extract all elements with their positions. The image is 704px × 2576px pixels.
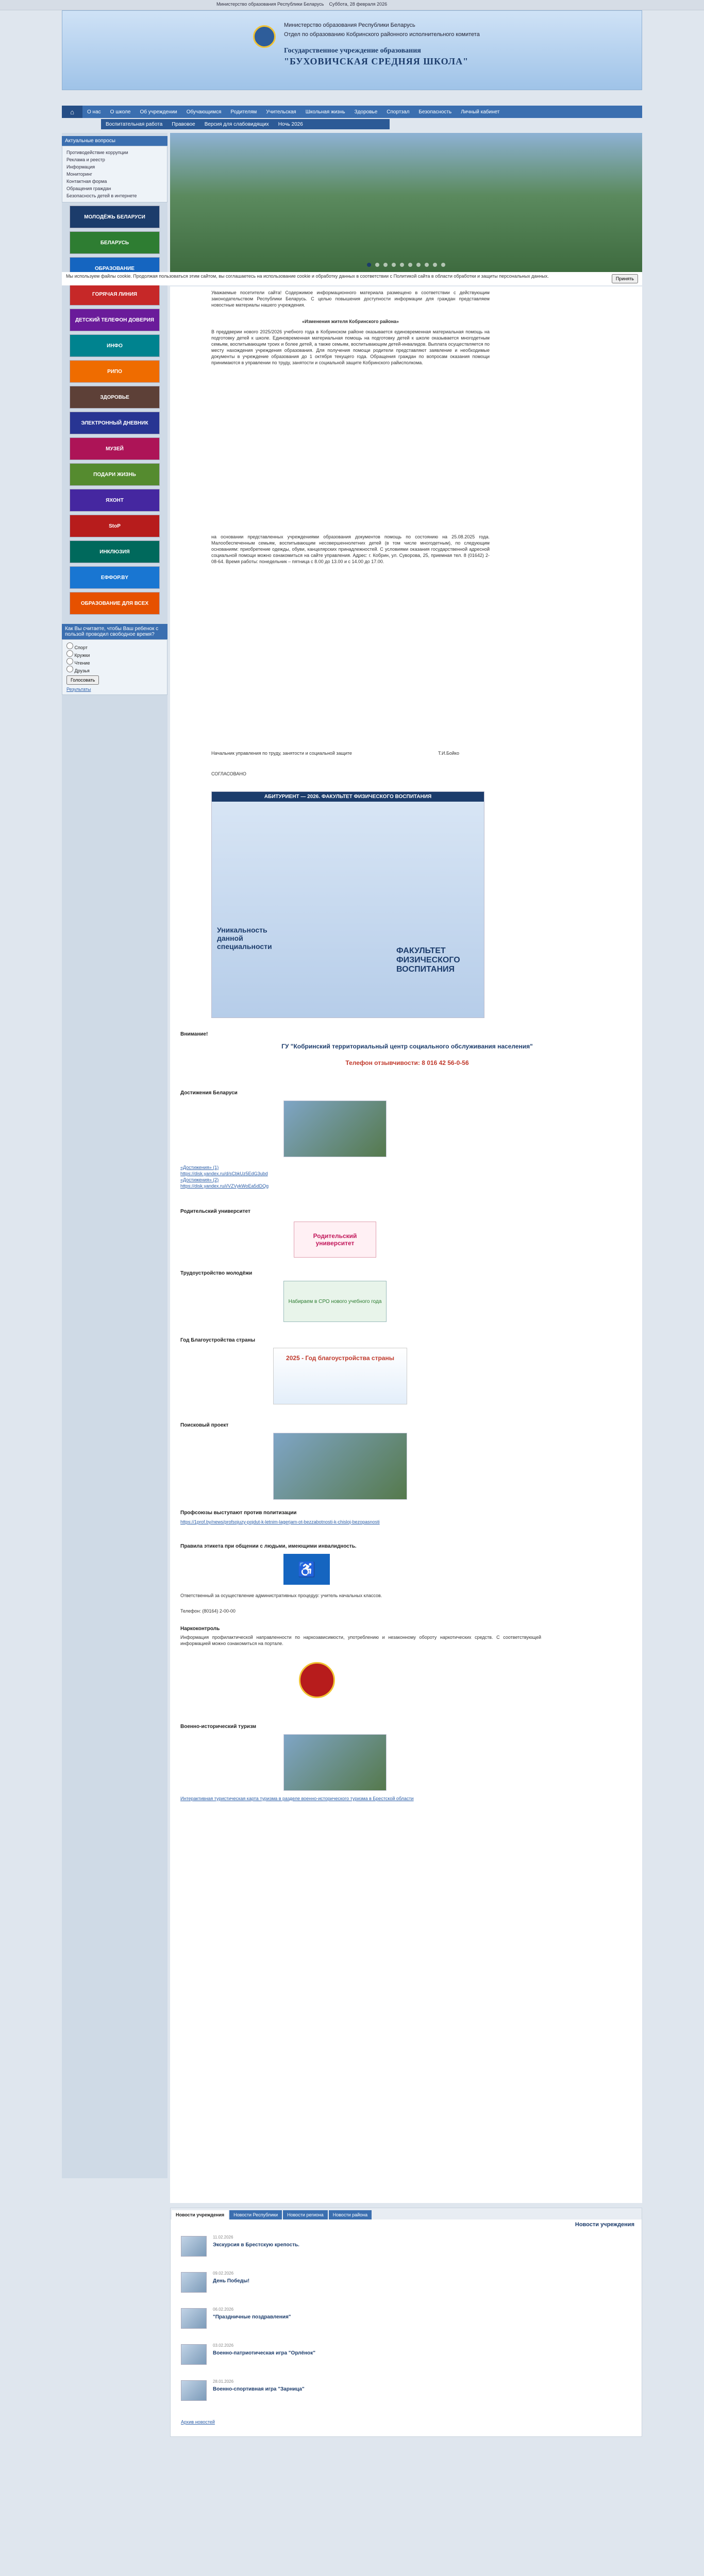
sidebar-banner[interactable]: БЕЛАРУСЬ xyxy=(70,231,160,254)
news-item[interactable] xyxy=(181,2234,629,2264)
header-ministry: Министерство образования Республики Беларусь xyxy=(284,22,415,28)
achievements-link[interactable]: «Достижения» (2) xyxy=(180,1177,219,1182)
sidebar-banner[interactable]: ГОРЯЧАЯ ЛИНИЯ xyxy=(70,283,160,306)
news-thumb xyxy=(181,2308,207,2329)
poll-option[interactable] xyxy=(66,642,163,650)
rules-text: Ответственный за осуществление административных процедур: учитель начальных классов. xyxy=(180,1593,382,1598)
slider-dot[interactable] xyxy=(392,263,396,267)
support-heading: «Изменения жителя Кобринского района» xyxy=(302,319,399,324)
poster-title: АБИТУРИЕНТ — 2026. ФАКУЛЬТЕТ ФИЗИЧЕСКОГО ВОСПИТАНИЯ xyxy=(212,792,484,802)
header-kind: Государственное учреждение образования xyxy=(284,47,421,55)
sidebar-banner[interactable]: ИНФО xyxy=(70,334,160,357)
content-area xyxy=(170,286,642,2203)
sidebar-banner[interactable]: ДЕТСКИЙ ТЕЛЕФОН ДОВЕРИЯ xyxy=(70,309,160,331)
sidebar-banner[interactable]: ЭЛЕКТРОННЫЙ ДНЕВНИК xyxy=(70,412,160,434)
top-bar xyxy=(0,0,704,10)
poll-option-label: Чтение xyxy=(74,660,90,666)
poll-option[interactable] xyxy=(66,650,163,658)
slider-dot[interactable] xyxy=(433,263,437,267)
poll-option-label: Спорт xyxy=(74,645,88,650)
sidebar-item[interactable]: Информация xyxy=(66,164,95,170)
narco-text: Информация профилактической направленности по наркозависимости, употреблению и незаконному обороту наркотических средств. С соответствующей информацией можно ознакомиться на портале. xyxy=(180,1635,541,1646)
search-title: Поисковый проект xyxy=(180,1422,229,1428)
home-icon[interactable]: ⌂ xyxy=(62,106,82,118)
attention-label: Внимание! xyxy=(180,1031,208,1037)
sub-nav xyxy=(101,119,390,129)
agreed-label: СОГЛАСОВАНО xyxy=(211,771,246,776)
slider-dot[interactable] xyxy=(441,263,445,267)
news-tab[interactable]: Новости учреждения xyxy=(172,2210,228,2219)
slider-dot[interactable] xyxy=(425,263,429,267)
sidebar-banner[interactable]: StoP xyxy=(70,515,160,537)
military-link[interactable]: Интерактивная туристическая карта туризма в разделе военно-исторического туризма в Брестской области xyxy=(180,1796,414,1801)
nav-item[interactable]: Спортзал xyxy=(387,109,410,115)
news-item[interactable] xyxy=(181,2342,629,2372)
achievements-link[interactable]: https://disk.yandex.ru/d/sCbkUz5EdG3ubd xyxy=(180,1171,268,1176)
slider-dots xyxy=(170,263,642,267)
slider-dot[interactable] xyxy=(416,263,421,267)
nav-item[interactable]: Личный кабинет xyxy=(461,109,500,115)
sign-left: Начальник управления по труду, занятости и социальной защите xyxy=(211,751,352,756)
achievements-photo[interactable] xyxy=(283,1100,387,1157)
sidebar-item[interactable]: Обращения граждан xyxy=(66,186,111,191)
sidebar-item[interactable]: Реклама и реестр xyxy=(66,157,105,162)
site-header xyxy=(62,10,642,90)
news-title[interactable]: Военно-спортивная игра "Зарница" xyxy=(213,2386,305,2392)
news-item[interactable] xyxy=(181,2378,629,2408)
sign-right: Т.И.Бойко xyxy=(438,751,459,756)
narco-title: Наркоконтроль xyxy=(180,1626,220,1632)
sidebar-item[interactable]: Противодействие коррупции xyxy=(66,150,128,155)
vote-button[interactable]: Голосовать xyxy=(66,675,99,685)
news-archive-link[interactable]: Архив новостей xyxy=(181,2419,215,2425)
cookie-notice xyxy=(62,272,642,285)
news-date: 03.02.2026 xyxy=(213,2343,234,2348)
news-tab[interactable]: Новости Республики xyxy=(229,2210,282,2219)
subnav-item[interactable]: Версия для слабовидящих xyxy=(204,121,269,127)
sidebar-banner[interactable]: ОБРАЗОВАНИЕ ДЛЯ ВСЕХ xyxy=(70,592,160,615)
slider-dot[interactable] xyxy=(383,263,388,267)
news-title[interactable]: "Праздничные поздравления" xyxy=(213,2314,291,2320)
sidebar-banner[interactable]: ПОДАРИ ЖИЗНЬ xyxy=(70,463,160,486)
sidebar-banner[interactable]: ЕФФОР.BY xyxy=(70,566,160,589)
year-banner[interactable]: 2025 - Год благоустройства страны xyxy=(273,1348,407,1404)
doc-text-2: на основании представленных учреждениями образования документов помощь по состоянию на 25.08.2025 года. Малообеспеченным семьям, воспитывающим несовершеннолетних детей (в том числе многодетным), по следующим основаниям: приобретение одежды, обуви, канцелярских принадлежностей. С условиями оказания государственной адресной социальной помощи можно ознакомиться на сайте управления. Адрес: г. Кобрин, ул. Суворова, 25, приемная тел. 8 (01642) 2-08-64. Время работы: понедельник – пятница с 8.00 до 13.00 и с 14.00 до 17.00. xyxy=(211,534,490,564)
slider-dot[interactable] xyxy=(375,263,379,267)
poster-right: ФАКУЛЬТЕТ ФИЗИЧЕСКОГО ВОСПИТАНИЯ xyxy=(396,946,460,974)
news-date: 06.02.2026 xyxy=(213,2307,234,2312)
doc-text-1: В преддверии нового 2025/2026 учебного года в Кобринском районе оказывается единовременная материальная помощь на подготовку детей к школе. Единовременная материальная помощь на подготовку детей к школе оказывается многодетным семьям, воспитывающим троих и более детей, а также семьям, воспитывающим детей-инвалидов. Выплата осуществляется по месту нахождения учреждения образования. Для получения помощи родители представляют заявление и необходимые документы в учреждение образования до 1 октября текущего года. Обращения граждан по вопросам оказания помощи принимаются в управлении по труду, занятости и социальной защите Кобринского райисполкома. xyxy=(211,329,490,365)
sidebar-menu-title: Актуальные вопросы xyxy=(62,136,167,146)
subnav-item[interactable]: Воспитательная работа xyxy=(106,121,163,127)
news-item[interactable] xyxy=(181,2306,629,2336)
cookie-accept-button[interactable]: Принять xyxy=(612,274,638,283)
poster-sub: Уникальность данной специальности xyxy=(217,926,272,951)
sidebar-menu xyxy=(62,146,167,202)
nav-item[interactable]: Об учреждении xyxy=(140,109,177,115)
main-column xyxy=(170,133,642,272)
news-right-title: Новости учреждения xyxy=(575,2222,634,2228)
pedestrian-sign-icon[interactable]: ♿ xyxy=(283,1554,330,1585)
poll-option[interactable] xyxy=(66,666,163,673)
intro-text: Уважаемые посетители сайта! Содержимое информационного материала размещено в соответствии с действующим законодательством Республики Беларусь. С целью повышения доступности информации для граждан представляем новостные материалы нашего учреждения. xyxy=(211,290,490,308)
nav-item[interactable]: Родителям xyxy=(230,109,257,115)
military-title: Военно-исторический туризм xyxy=(180,1724,257,1730)
news-tab[interactable]: Новости района xyxy=(329,2210,372,2219)
news-date: 09.02.2026 xyxy=(213,2271,234,2276)
narcocontrol-emblem-icon[interactable] xyxy=(299,1662,335,1698)
sidebar-banner[interactable]: ИНКЛЮЗИЯ xyxy=(70,540,160,563)
slider-dot[interactable] xyxy=(400,263,404,267)
sidebar-banner[interactable]: ЯХОНТ xyxy=(70,489,160,512)
sidebar-banner[interactable]: ЗДОРОВЬЕ xyxy=(70,386,160,409)
news-date: 28.01.2026 xyxy=(213,2379,234,2384)
poll-radio[interactable] xyxy=(66,650,73,657)
header-dept: Отдел по образованию Кобринского районного исполнительного комитета xyxy=(284,31,480,38)
main-nav xyxy=(62,106,642,118)
poll-option[interactable] xyxy=(66,658,163,666)
nav-item[interactable]: Здоровье xyxy=(354,109,378,115)
sidebar-banner[interactable]: МОЛОДЁЖЬ БЕЛАРУСИ xyxy=(70,206,160,228)
sidebar-item[interactable]: Контактная форма xyxy=(66,179,107,184)
nav-item[interactable]: Учительская xyxy=(266,109,296,115)
top-date: Суббота, 28 февраля 2026 xyxy=(329,2,388,7)
poll-title: Как Вы считаете, чтобы Ваш ребенок с пользой проводил свободное время? xyxy=(62,624,167,639)
admission-poster[interactable] xyxy=(211,791,484,1018)
achievements-link[interactable]: «Достижения» (1) xyxy=(180,1165,219,1170)
nav-item[interactable]: Безопасность xyxy=(418,109,452,115)
sidebar-banner[interactable]: РИПО xyxy=(70,360,160,383)
profunion-title: Профсоюзы выступают против политизации xyxy=(180,1510,297,1516)
news-tabs xyxy=(171,2208,642,2219)
news-panel xyxy=(170,2208,642,2437)
rules-phone: Телефон: (80164) 2-00-00 xyxy=(180,1608,236,1614)
poll-option-label: Кружки xyxy=(74,653,90,658)
slider-dot[interactable] xyxy=(367,263,371,267)
nav-item[interactable]: О нас xyxy=(87,109,101,115)
profunion-link[interactable]: https://1prof.by/news/profsojuzy-pojdut-k-letnim-lagerjam-ot-bezzabotnosti-k-chisloj-bezopasnosti xyxy=(180,1519,380,1524)
school-emblem-icon xyxy=(253,25,276,48)
center-title: ГУ "Кобринский территориальный центр социального обслуживания населения" xyxy=(281,1043,533,1050)
header-school: "БУХОВИЧСКАЯ СРЕДНЯЯ ШКОЛА" xyxy=(284,56,469,66)
news-item[interactable] xyxy=(181,2270,629,2300)
news-thumb xyxy=(181,2380,207,2401)
subnav-item[interactable]: Правовое xyxy=(172,121,195,127)
nav-item[interactable]: О школе xyxy=(110,109,131,115)
news-thumb xyxy=(181,2272,207,2293)
poll-results-link[interactable]: Результаты xyxy=(66,687,91,692)
achievements-title: Достижения Беларуси xyxy=(180,1090,238,1096)
news-thumb xyxy=(181,2236,207,2257)
sidebar-banner[interactable]: МУЗЕЙ xyxy=(70,437,160,460)
poll-radio[interactable] xyxy=(66,658,73,665)
youth-title: Трудоустройство молодёжи xyxy=(180,1270,253,1276)
top-org: Министерство образования Республики Беларусь xyxy=(216,2,324,7)
news-title[interactable]: Экскурсия в Брестскую крепость. xyxy=(213,2242,299,2248)
nav-item[interactable]: Обучающимся xyxy=(186,109,222,115)
news-thumb xyxy=(181,2344,207,2365)
nav-item[interactable]: Школьная жизнь xyxy=(305,109,345,115)
sidebar-banner[interactable]: ОБРАЗОВАНИЕ xyxy=(70,257,160,280)
news-tab[interactable]: Новости региона xyxy=(283,2210,328,2219)
left-sidebar xyxy=(62,133,167,2178)
news-title[interactable]: Военно-патриотическая игра "Орлёнок" xyxy=(213,2350,315,2356)
cookie-text: Мы используем файлы cookie. Продолжая пользоваться этим сайтом, вы соглашаетесь на использование cookie и обработку данных в соответствии с Политикой сайта в области обработки и защиты персональных данных. xyxy=(66,274,549,279)
news-date: 11.02.2026 xyxy=(213,2235,233,2240)
sidebar-item[interactable]: Безопасность детей в интернете xyxy=(66,193,137,198)
sidebar-item[interactable]: Мониторинг xyxy=(66,172,92,177)
poll-option-label: Друзья xyxy=(74,668,90,673)
slider-dot[interactable] xyxy=(408,263,412,267)
youth-banner[interactable]: Набираем в СРО нового учебного года xyxy=(283,1281,387,1322)
parents-title: Родительский университет xyxy=(180,1209,250,1214)
military-photo[interactable] xyxy=(283,1734,387,1791)
rules-title: Правила этикета при общении с людьми, имеющими инвалидность. xyxy=(180,1544,357,1549)
poll-radio[interactable] xyxy=(66,666,73,672)
news-title[interactable]: День Победы! xyxy=(213,2278,250,2284)
poll-radio[interactable] xyxy=(66,642,73,649)
search-photo[interactable] xyxy=(273,1433,407,1500)
sidebar-banners xyxy=(62,206,167,615)
achievements-link[interactable]: https://disk.yandex.ru/i/VZVykWoEa5dDQg xyxy=(180,1183,269,1189)
parents-banner[interactable]: Родительский университет xyxy=(294,1222,376,1258)
photo-slider[interactable] xyxy=(170,133,642,272)
year-title: Год Благоустройства страны xyxy=(180,1337,256,1343)
poll-box xyxy=(62,639,167,695)
subnav-item[interactable]: Ночь 2026 xyxy=(278,121,303,127)
hotline-text: Телефон отзывчивости: 8 016 42 56-0-56 xyxy=(345,1059,469,1066)
